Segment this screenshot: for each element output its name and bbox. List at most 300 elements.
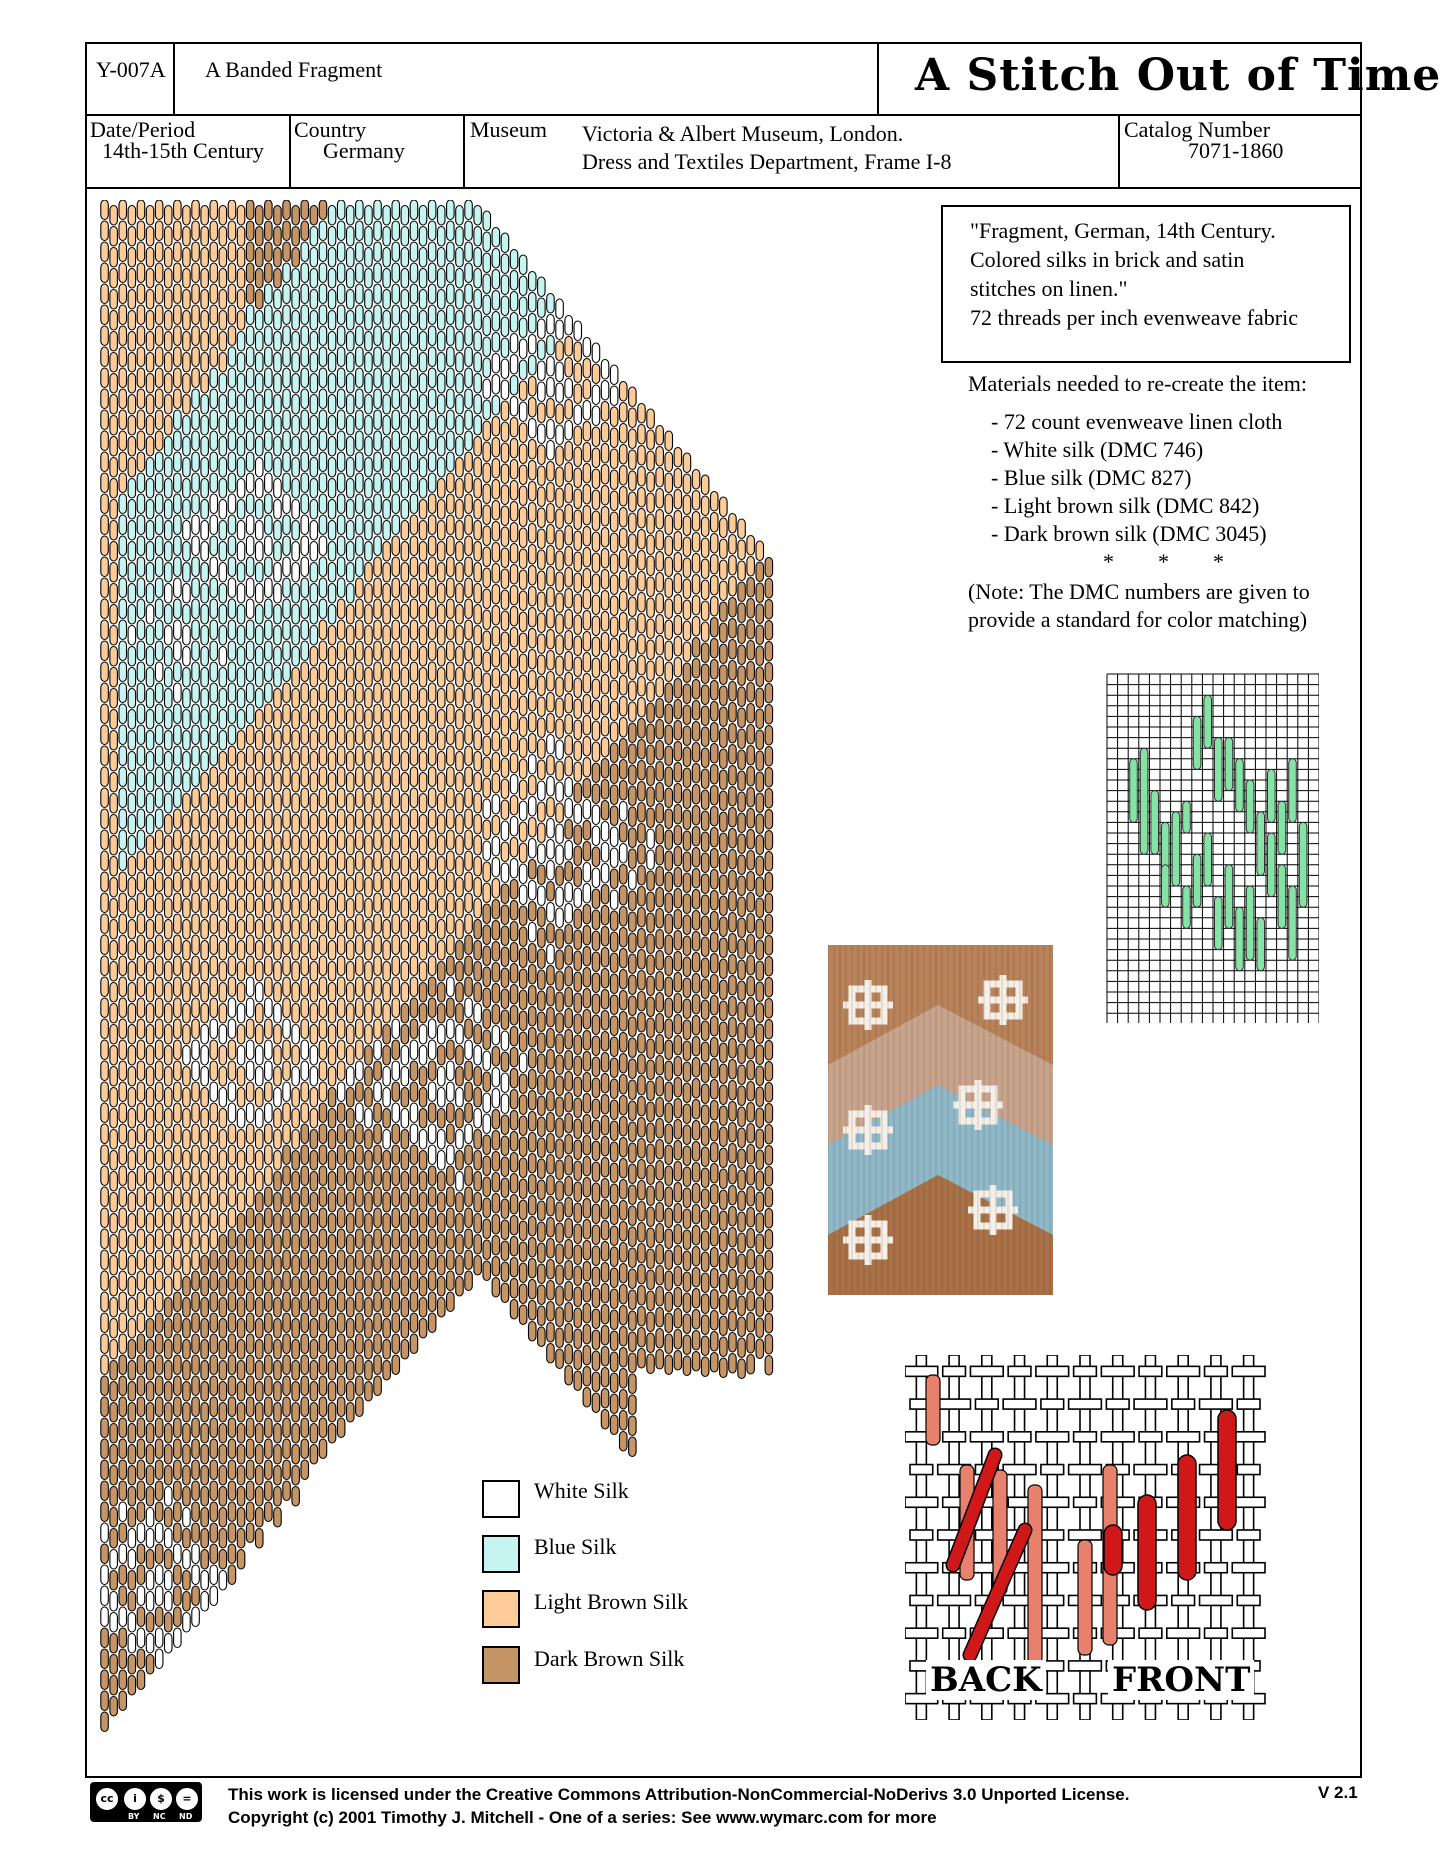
stitch-cell <box>565 1240 573 1260</box>
stitch-cell <box>474 1172 482 1192</box>
stitch-cell <box>529 818 537 838</box>
stitch-cell <box>510 376 518 396</box>
stitch-cell <box>228 305 236 325</box>
stitch-cell <box>483 862 491 882</box>
materials-separator: * * * <box>1103 549 1224 574</box>
weft-thread <box>938 1399 971 1409</box>
stitch-cell <box>538 424 546 444</box>
stitch-cell <box>246 620 254 640</box>
stitch-cell <box>601 591 609 611</box>
stitch-cell <box>410 1229 418 1249</box>
stitch-cell <box>137 1124 145 1144</box>
stitch-cell <box>456 290 464 310</box>
stitch-cell <box>492 396 500 416</box>
stitch-cell <box>310 668 318 688</box>
stitch-cell <box>292 248 300 268</box>
stitch-cell <box>219 1214 227 1234</box>
stitch-cell <box>192 389 200 409</box>
stitch-cell <box>747 893 755 913</box>
stitch-cell <box>711 1080 719 1100</box>
stitch-cell <box>419 542 427 562</box>
stitch-cell <box>292 836 300 856</box>
stitch-cell <box>201 815 209 835</box>
stitch-cell <box>201 458 209 478</box>
stitch-cell <box>428 1124 436 1144</box>
stitch-cell <box>656 1056 664 1076</box>
stitch-cell <box>638 803 646 823</box>
stitch-cell <box>620 676 628 696</box>
stitch-cell <box>456 1088 464 1108</box>
stitch-cell <box>265 1187 273 1207</box>
stitch-cell <box>337 830 345 850</box>
stitch-cell <box>328 1046 336 1066</box>
stitch-cell <box>228 1502 236 1522</box>
stitch-cell <box>265 977 273 997</box>
stitch-cell <box>274 857 282 877</box>
stitch-cell <box>256 941 264 961</box>
weft-thread <box>1008 1432 1031 1442</box>
stitch-cell <box>438 836 446 856</box>
stitch-cell <box>592 490 600 510</box>
stitch-cell <box>337 1418 345 1438</box>
stitch-cell <box>155 767 163 787</box>
stitch-cell <box>583 842 591 862</box>
back-stitch <box>926 1375 940 1445</box>
stitch-cell <box>292 1424 300 1444</box>
stitch-cell <box>365 668 373 688</box>
stitch-cell <box>237 290 245 310</box>
stitch-cell <box>319 935 327 955</box>
stitch-cell <box>183 416 191 436</box>
stitch-cell <box>356 1229 364 1249</box>
stitch-cell <box>456 458 464 478</box>
stitch-cell <box>629 408 637 428</box>
stitch-cell <box>183 1256 191 1276</box>
stitch-cell <box>692 869 700 889</box>
stitch-cell <box>674 1288 682 1308</box>
stitch-cell <box>237 1550 245 1570</box>
stitch-cell <box>456 311 464 331</box>
stitch-cell <box>219 1361 227 1381</box>
stitch-cell <box>692 827 700 847</box>
stitch-cell <box>310 878 318 898</box>
stitch-cell <box>155 683 163 703</box>
stitch-cell <box>501 422 509 442</box>
stitch-cell <box>337 263 345 283</box>
stitch-cell <box>428 1229 436 1249</box>
stitch-cell <box>692 1058 700 1078</box>
stitch-cell <box>146 1571 154 1591</box>
stitch-cell <box>110 1613 118 1633</box>
stitch-cell <box>501 716 509 736</box>
stitch-cell <box>665 725 673 745</box>
green-stitch <box>1236 759 1244 812</box>
stitch-cell <box>765 894 773 914</box>
stitch-cell <box>410 1166 418 1186</box>
stitch-cell <box>283 1460 291 1480</box>
stitch-cell <box>565 400 573 420</box>
stitch-cell <box>683 957 691 977</box>
stitch-cell <box>246 809 254 829</box>
stitch-cell <box>519 276 527 296</box>
stitch-cell <box>219 1256 227 1276</box>
stitch-cell <box>519 927 527 947</box>
stitch-cell <box>538 1285 546 1305</box>
stitch-cell <box>119 326 127 346</box>
stitch-cell <box>501 1052 509 1072</box>
stitch-cell <box>565 1135 573 1155</box>
stitch-cell <box>155 935 163 955</box>
stitch-cell <box>165 836 173 856</box>
stitch-cell <box>137 767 145 787</box>
stitch-cell <box>392 536 400 556</box>
stitch-cell <box>128 983 136 1003</box>
stitch-cell <box>256 311 264 331</box>
stitch-cell <box>447 1271 455 1291</box>
stitch-cell <box>256 815 264 835</box>
stitch-cell <box>738 771 746 791</box>
stitch-cell <box>483 484 491 504</box>
stitch-cell <box>110 941 118 961</box>
stitch-cell <box>574 552 582 572</box>
stitch-cell <box>101 347 109 367</box>
stitch-cell <box>292 416 300 436</box>
stitch-cell <box>428 1292 436 1312</box>
stitch-cell <box>419 668 427 688</box>
stitch-cell <box>665 662 673 682</box>
stitch-cell <box>328 227 336 247</box>
stitch-cell <box>237 1445 245 1465</box>
stitch-cell <box>137 389 145 409</box>
stitch-cell <box>565 358 573 378</box>
stitch-cell <box>529 1028 537 1048</box>
stitch-cell <box>201 1403 209 1423</box>
stitch-cell <box>592 469 600 489</box>
stitch-cell <box>274 1004 282 1024</box>
stitch-cell <box>410 242 418 262</box>
stitch-cell <box>519 612 527 632</box>
stitch-cell <box>183 983 191 1003</box>
stitch-cell <box>374 1103 382 1123</box>
stitch-cell <box>665 473 673 493</box>
stitch-cell <box>328 521 336 541</box>
stitch-cell <box>701 979 709 999</box>
stitch-cell <box>192 662 200 682</box>
stitch-cell <box>392 326 400 346</box>
stitch-cell <box>328 773 336 793</box>
stitch-cell <box>256 899 264 919</box>
stitch-cell <box>665 1250 673 1270</box>
stitch-cell <box>165 1088 173 1108</box>
stitch-cell <box>711 681 719 701</box>
stitch-cell <box>701 1021 709 1041</box>
stitch-cell <box>310 1298 318 1318</box>
stitch-cell <box>246 389 254 409</box>
stitch-cell <box>447 305 455 325</box>
stitch-cell <box>720 812 728 832</box>
stitch-cell <box>501 548 509 568</box>
knot-motif <box>843 980 893 1030</box>
stitch-cell <box>592 973 600 993</box>
stitch-cell <box>347 878 355 898</box>
stitch-cell <box>155 1019 163 1039</box>
stitch-cell <box>683 915 691 935</box>
stitch-cell <box>629 1248 637 1268</box>
green-stitch <box>1193 716 1201 769</box>
stitch-cell <box>656 1077 664 1097</box>
stitch-cell <box>392 221 400 241</box>
stitch-cell <box>201 941 209 961</box>
stitch-cell <box>165 1634 173 1654</box>
stitch-cell <box>228 347 236 367</box>
weft-thread <box>1205 1366 1228 1376</box>
stitch-cell <box>347 1403 355 1423</box>
stitch-cell <box>447 1103 455 1123</box>
stitch-cell <box>365 458 373 478</box>
stitch-cell <box>265 599 273 619</box>
stitch-cell <box>583 464 591 484</box>
stitch-cell <box>128 227 136 247</box>
stitch-cell <box>137 704 145 724</box>
stitch-cell <box>301 263 309 283</box>
stitch-cell <box>547 798 555 818</box>
stitch-cell <box>492 375 500 395</box>
stitch-cell <box>155 578 163 598</box>
stitch-cell <box>201 248 209 268</box>
stitch-cell <box>292 1298 300 1318</box>
stitch-cell <box>301 1439 309 1459</box>
stitch-cell <box>265 1460 273 1480</box>
stitch-cell <box>692 1016 700 1036</box>
stitch-cell <box>183 1508 191 1528</box>
stitch-cell <box>210 872 218 892</box>
stitch-cell <box>610 1394 618 1414</box>
stitch-cell <box>292 1445 300 1465</box>
stitch-cell <box>165 416 173 436</box>
stitch-cell <box>592 679 600 699</box>
stitch-cell <box>174 725 182 745</box>
stitch-cell <box>219 689 227 709</box>
stitch-cell <box>319 830 327 850</box>
stitch-cell <box>165 1004 173 1024</box>
stitch-cell <box>656 1119 664 1139</box>
stitch-cell <box>438 1172 446 1192</box>
stitch-cell <box>765 1104 773 1124</box>
stitch-cell <box>629 723 637 743</box>
stitch-cell <box>419 941 427 961</box>
stitch-cell <box>292 500 300 520</box>
stitch-cell <box>210 494 218 514</box>
stitch-cell <box>165 1508 173 1528</box>
stitch-cell <box>374 1145 382 1165</box>
stitch-cell <box>265 662 273 682</box>
stitch-cell <box>410 1208 418 1228</box>
stitch-cell <box>155 1397 163 1417</box>
stitch-cell <box>146 1151 154 1171</box>
stitch-cell <box>474 1109 482 1129</box>
stitch-cell <box>501 884 509 904</box>
stitch-cell <box>356 221 364 241</box>
stitch-cell <box>192 746 200 766</box>
stitch-cell <box>283 1439 291 1459</box>
quote-line: 72 threads per inch evenweave fabric <box>970 305 1299 330</box>
stitch-cell <box>765 936 773 956</box>
stitch-cell <box>356 830 364 850</box>
item-id: Y-007A <box>96 57 166 82</box>
stitch-cell <box>419 521 427 541</box>
stitch-cell <box>219 206 227 226</box>
stitch-cell <box>674 1162 682 1182</box>
stitch-cell <box>556 1307 564 1327</box>
stitch-cell <box>101 1502 109 1522</box>
stitch-cell <box>328 1193 336 1213</box>
weft-thread <box>1237 1465 1260 1475</box>
stitch-cell <box>210 326 218 346</box>
stitch-cell <box>610 1415 618 1435</box>
stitch-cell <box>474 752 482 772</box>
stitch-cell <box>165 1256 173 1276</box>
stitch-cell <box>456 1193 464 1213</box>
stitch-cell <box>529 1175 537 1195</box>
stitch-cell <box>574 930 582 950</box>
stitch-cell <box>474 1214 482 1234</box>
stitch-cell <box>219 605 227 625</box>
stitch-cell <box>438 605 446 625</box>
stitch-cell <box>192 1397 200 1417</box>
stitch-cell <box>692 617 700 637</box>
stitch-cell <box>583 590 591 610</box>
stitch-cell <box>583 1157 591 1177</box>
stitch-cell <box>210 263 218 283</box>
stitch-cell <box>119 368 127 388</box>
stitch-cell <box>210 1229 218 1249</box>
stitch-cell <box>337 620 345 640</box>
stitch-cell <box>328 857 336 877</box>
stitch-cell <box>101 1628 109 1648</box>
stitch-cell <box>301 305 309 325</box>
stitch-cell <box>647 997 655 1017</box>
stitch-cell <box>265 1355 273 1375</box>
stitch-cell <box>656 1035 664 1055</box>
stitch-cell <box>256 1466 264 1486</box>
stitch-cell <box>419 983 427 1003</box>
stitch-cell <box>283 242 291 262</box>
stitch-cell <box>256 983 264 1003</box>
stitch-cell <box>137 1670 145 1690</box>
stitch-cell <box>192 767 200 787</box>
stitch-cell <box>538 697 546 717</box>
stitch-cell <box>492 879 500 899</box>
green-stitch <box>1172 812 1180 886</box>
stitch-cell <box>356 389 364 409</box>
stitch-cell <box>720 560 728 580</box>
stitch-cell <box>656 552 664 572</box>
stitch-cell <box>747 1145 755 1165</box>
stitch-cell <box>210 599 218 619</box>
knot-motif <box>843 1105 893 1155</box>
stitch-cell <box>410 1103 418 1123</box>
stitch-cell <box>483 1093 491 1113</box>
stitch-cell <box>146 1088 154 1108</box>
stitch-cell <box>656 762 664 782</box>
stitch-cell <box>310 290 318 310</box>
stitch-cell <box>319 494 327 514</box>
stitch-cell <box>629 492 637 512</box>
stitch-cell <box>228 452 236 472</box>
stitch-cell <box>465 1019 473 1039</box>
stitch-cell <box>538 1180 546 1200</box>
stitch-cell <box>328 1424 336 1444</box>
stitch-cell <box>556 488 564 508</box>
stitch-cell <box>101 1040 109 1060</box>
stitch-cell <box>729 682 737 702</box>
stitch-cell <box>701 916 709 936</box>
stitch-cell <box>419 731 427 751</box>
stitch-cell <box>438 773 446 793</box>
stitch-cell <box>638 593 646 613</box>
stitch-cell <box>474 815 482 835</box>
weft-thread <box>943 1628 966 1638</box>
stitch-cell <box>110 1697 118 1717</box>
stitch-cell <box>392 1019 400 1039</box>
stitch-cell <box>574 1350 582 1370</box>
stitch-cell <box>146 815 154 835</box>
stitch-cell <box>656 1350 664 1370</box>
stitch-cell <box>110 1256 118 1276</box>
stitch-cell <box>137 1061 145 1081</box>
stitch-cell <box>410 305 418 325</box>
stitch-cell <box>665 893 673 913</box>
stitch-cell <box>365 1382 373 1402</box>
stitch-cell <box>610 1289 618 1309</box>
stitch-cell <box>265 368 273 388</box>
stitch-cell <box>237 731 245 751</box>
stitch-cell <box>210 410 218 430</box>
stitch-cell <box>692 1268 700 1288</box>
stitch-cell <box>183 878 191 898</box>
stitch-cell <box>456 857 464 877</box>
stitch-cell <box>638 908 646 928</box>
stitch-cell <box>465 662 473 682</box>
stitch-cell <box>501 968 509 988</box>
stitch-cell <box>292 878 300 898</box>
stitch-cell <box>292 1151 300 1171</box>
stitch-cell <box>174 536 182 556</box>
stitch-cell <box>283 200 291 220</box>
stitch-cell <box>620 970 628 990</box>
stitch-cell <box>228 557 236 577</box>
stitch-cell <box>192 1208 200 1228</box>
stitch-cell <box>137 305 145 325</box>
creative-commons-badge[interactable] <box>90 1782 202 1822</box>
stitch-cell <box>301 473 309 493</box>
stitch-cell <box>110 437 118 457</box>
stitch-cell <box>419 1151 427 1171</box>
stitch-cell <box>565 1324 573 1344</box>
stitch-cell <box>492 417 500 437</box>
stitch-cell <box>374 1334 382 1354</box>
stitch-cell <box>183 521 191 541</box>
stitch-cell <box>119 1292 127 1312</box>
stitch-cell <box>128 269 136 289</box>
stitch-cell <box>210 284 218 304</box>
stitch-cell <box>474 1004 482 1024</box>
stitch-cell <box>137 935 145 955</box>
stitch-cell <box>556 782 564 802</box>
stitch-cell <box>729 598 737 618</box>
stitch-cell <box>337 809 345 829</box>
stitch-cell <box>419 1319 427 1339</box>
